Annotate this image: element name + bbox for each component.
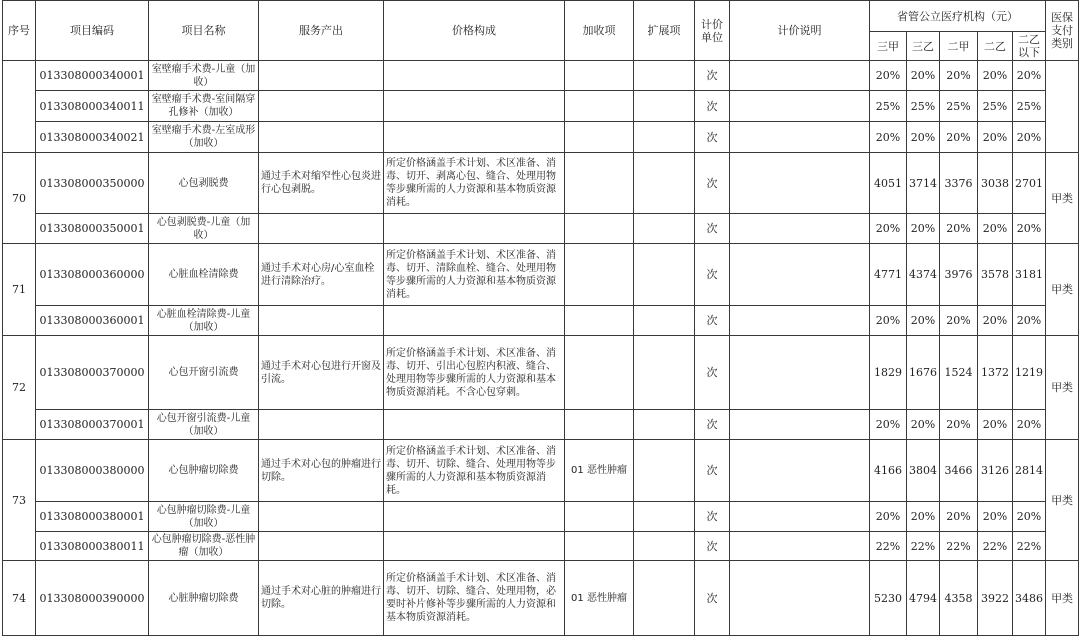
header-level: 二乙以下 bbox=[1013, 32, 1046, 61]
output-cell: 通过手术对心房/心室血栓进行清除治疗。 bbox=[259, 244, 384, 306]
price-cell: 20% bbox=[940, 410, 978, 440]
price-cell: 20% bbox=[870, 410, 907, 440]
composition-cell bbox=[384, 91, 565, 122]
price-cell: 22% bbox=[870, 532, 907, 561]
surcharge-cell bbox=[565, 122, 634, 153]
extension-cell bbox=[634, 410, 695, 440]
note-cell bbox=[730, 91, 870, 122]
extension-cell bbox=[634, 561, 695, 636]
price-cell: 20% bbox=[940, 306, 978, 336]
seq-cell: 70 bbox=[3, 153, 36, 244]
seq-cell: 73 bbox=[3, 440, 36, 561]
price-cell: 3976 bbox=[940, 244, 978, 306]
name-cell: 心包肿瘤切除费 bbox=[149, 440, 259, 502]
price-cell: 20% bbox=[870, 306, 907, 336]
surcharge-cell bbox=[565, 532, 634, 561]
price-cell: 3922 bbox=[978, 561, 1013, 636]
header-surcharge: 加收项 bbox=[565, 1, 634, 61]
price-cell: 1372 bbox=[978, 336, 1013, 410]
header-composition: 价格构成 bbox=[384, 1, 565, 61]
note-cell bbox=[730, 502, 870, 532]
extension-cell bbox=[634, 122, 695, 153]
composition-cell bbox=[384, 122, 565, 153]
price-cell: 25% bbox=[978, 91, 1013, 122]
price-cell: 5230 bbox=[870, 561, 907, 636]
extension-cell bbox=[634, 502, 695, 532]
header-code: 项目编码 bbox=[36, 1, 149, 61]
seq-cell: 74 bbox=[3, 561, 36, 636]
table-row bbox=[3, 561, 1079, 636]
unit-cell: 次 bbox=[695, 214, 730, 244]
price-cell: 3466 bbox=[940, 440, 978, 502]
output-cell bbox=[259, 61, 384, 91]
output-cell bbox=[259, 214, 384, 244]
price-cell: 25% bbox=[870, 91, 907, 122]
unit-cell: 次 bbox=[695, 61, 730, 91]
code-cell: 013308000340011 bbox=[36, 91, 149, 122]
insurance-cell: 甲类 bbox=[1046, 153, 1079, 244]
price-cell: 20% bbox=[870, 122, 907, 153]
name-cell: 室壁瘤手术费-室间隔穿孔修补（加收） bbox=[149, 91, 259, 122]
insurance-cell: 甲类 bbox=[1046, 336, 1079, 440]
price-cell: 22% bbox=[907, 532, 940, 561]
code-cell: 013308000360000 bbox=[36, 244, 149, 306]
name-cell: 心脏血栓清除费-儿童（加收） bbox=[149, 306, 259, 336]
price-cell: 20% bbox=[1013, 61, 1046, 91]
extension-cell bbox=[634, 440, 695, 502]
price-cell: 20% bbox=[978, 61, 1013, 91]
code-cell: 013308000380000 bbox=[36, 440, 149, 502]
extension-cell bbox=[634, 214, 695, 244]
header-org-group: 省管公立医疗机构（元） bbox=[870, 1, 1046, 32]
composition-cell: 所定价格涵盖手术计划、术区准备、消毒、切开、切除、缝合、处理用物，必要时补片修补等步骤所需的人力资源和基本物质资源消耗。 bbox=[384, 561, 565, 636]
note-cell bbox=[730, 336, 870, 410]
price-cell: 3578 bbox=[978, 244, 1013, 306]
unit-cell: 次 bbox=[695, 410, 730, 440]
table-body bbox=[3, 61, 1079, 636]
price-cell: 20% bbox=[1013, 502, 1046, 532]
insurance-cell bbox=[1046, 61, 1079, 153]
table-row bbox=[3, 244, 1079, 306]
note-cell bbox=[730, 61, 870, 91]
code-cell: 013308000350000 bbox=[36, 153, 149, 214]
price-cell: 3804 bbox=[907, 440, 940, 502]
composition-cell bbox=[384, 214, 565, 244]
composition-cell: 所定价格涵盖手术计划、术区准备、消毒、切开、引出心包腔内积液、缝合、处理用物等步骤所需的人力资源和基本物质资源消耗。不含心包穿刺。 bbox=[384, 336, 565, 410]
table-row bbox=[3, 61, 1079, 91]
output-cell: 通过手术对心包进行开窗及引流。 bbox=[259, 336, 384, 410]
surcharge-cell bbox=[565, 410, 634, 440]
code-cell: 013308000380001 bbox=[36, 502, 149, 532]
price-cell: 20% bbox=[907, 214, 940, 244]
price-cell: 20% bbox=[870, 502, 907, 532]
price-cell: 20% bbox=[940, 122, 978, 153]
code-cell: 013308000390000 bbox=[36, 561, 149, 636]
surcharge-cell: 01 恶性肿瘤 bbox=[565, 440, 634, 502]
price-cell: 20% bbox=[870, 61, 907, 91]
composition-cell: 所定价格涵盖手术计划、术区准备、消毒、切开、切除、缝合、处理用物等步骤所需的人力资源和基本物质资源消耗。 bbox=[384, 440, 565, 502]
seq-cell: 72 bbox=[3, 336, 36, 440]
price-cell: 1829 bbox=[870, 336, 907, 410]
output-cell bbox=[259, 532, 384, 561]
price-cell: 20% bbox=[978, 502, 1013, 532]
price-cell: 3714 bbox=[907, 153, 940, 214]
unit-cell: 次 bbox=[695, 532, 730, 561]
price-cell: 20% bbox=[907, 410, 940, 440]
header-note: 计价说明 bbox=[730, 1, 870, 61]
name-cell: 室壁瘤手术费-儿童（加收） bbox=[149, 61, 259, 91]
surcharge-cell bbox=[565, 244, 634, 306]
price-cell: 1524 bbox=[940, 336, 978, 410]
table-header bbox=[3, 1, 1079, 61]
seq-cell bbox=[3, 61, 36, 153]
composition-cell bbox=[384, 306, 565, 336]
price-cell: 20% bbox=[907, 122, 940, 153]
price-cell: 20% bbox=[978, 306, 1013, 336]
name-cell: 心包开窗引流费-儿童（加收） bbox=[149, 410, 259, 440]
code-cell: 013308000380011 bbox=[36, 532, 149, 561]
table-row bbox=[3, 153, 1079, 214]
note-cell bbox=[730, 214, 870, 244]
price-cell: 22% bbox=[978, 532, 1013, 561]
name-cell: 心包肿瘤切除费-儿童（加收） bbox=[149, 502, 259, 532]
price-cell: 25% bbox=[907, 91, 940, 122]
insurance-cell: 甲类 bbox=[1046, 561, 1079, 636]
price-cell: 22% bbox=[1013, 532, 1046, 561]
surcharge-cell: 01 恶性肿瘤 bbox=[565, 561, 634, 636]
unit-cell: 次 bbox=[695, 91, 730, 122]
unit-cell: 次 bbox=[695, 122, 730, 153]
composition-cell: 所定价格涵盖手术计划、术区准备、消毒、切开、清除血栓、缝合、处理用物等步骤所需的人力资源和基本物质资源消耗。 bbox=[384, 244, 565, 306]
table-row bbox=[3, 336, 1079, 410]
output-cell: 通过手术对心脏的肿瘤进行切除。 bbox=[259, 561, 384, 636]
insurance-cell: 甲类 bbox=[1046, 244, 1079, 336]
output-cell: 通过手术对心包的肿瘤进行切除。 bbox=[259, 440, 384, 502]
unit-cell: 次 bbox=[695, 440, 730, 502]
surcharge-cell bbox=[565, 306, 634, 336]
price-cell: 20% bbox=[1013, 214, 1046, 244]
price-cell: 1676 bbox=[907, 336, 940, 410]
header-seq: 序号 bbox=[3, 1, 36, 61]
composition-cell bbox=[384, 61, 565, 91]
table-row bbox=[3, 502, 1079, 532]
extension-cell bbox=[634, 306, 695, 336]
table-row bbox=[3, 306, 1079, 336]
unit-cell: 次 bbox=[695, 561, 730, 636]
output-cell bbox=[259, 306, 384, 336]
price-cell: 3486 bbox=[1013, 561, 1046, 636]
composition-cell bbox=[384, 532, 565, 561]
price-cell: 20% bbox=[907, 502, 940, 532]
price-cell: 4051 bbox=[870, 153, 907, 214]
note-cell bbox=[730, 153, 870, 214]
name-cell: 心包剥脱费 bbox=[149, 153, 259, 214]
price-cell: 20% bbox=[940, 61, 978, 91]
table-row bbox=[3, 410, 1079, 440]
code-cell: 013308000340021 bbox=[36, 122, 149, 153]
price-cell: 20% bbox=[870, 214, 907, 244]
extension-cell bbox=[634, 91, 695, 122]
price-cell: 20% bbox=[1013, 410, 1046, 440]
header-insurance: 医保支付类别 bbox=[1046, 1, 1079, 61]
note-cell bbox=[730, 532, 870, 561]
unit-cell: 次 bbox=[695, 244, 730, 306]
header-output: 服务产出 bbox=[259, 1, 384, 61]
output-cell bbox=[259, 502, 384, 532]
note-cell bbox=[730, 122, 870, 153]
insurance-cell: 甲类 bbox=[1046, 440, 1079, 561]
price-cell: 20% bbox=[978, 122, 1013, 153]
price-cell: 20% bbox=[940, 214, 978, 244]
table-row bbox=[3, 91, 1079, 122]
surcharge-cell bbox=[565, 502, 634, 532]
surcharge-cell bbox=[565, 91, 634, 122]
note-cell bbox=[730, 561, 870, 636]
code-cell: 013308000350001 bbox=[36, 214, 149, 244]
price-cell: 20% bbox=[940, 502, 978, 532]
table-row bbox=[3, 532, 1079, 561]
price-cell: 2814 bbox=[1013, 440, 1046, 502]
price-cell: 3038 bbox=[978, 153, 1013, 214]
price-cell: 20% bbox=[978, 214, 1013, 244]
surcharge-cell bbox=[565, 61, 634, 91]
price-cell: 1219 bbox=[1013, 336, 1046, 410]
price-cell: 22% bbox=[940, 532, 978, 561]
composition-cell bbox=[384, 502, 565, 532]
header-extension: 扩展项 bbox=[634, 1, 695, 61]
output-cell bbox=[259, 410, 384, 440]
table-row bbox=[3, 440, 1079, 502]
composition-cell: 所定价格涵盖手术计划、术区准备、消毒、切开、剥离心包、缝合、处理用物等步骤所需的人力资源和基本物质资源消耗。 bbox=[384, 153, 565, 214]
note-cell bbox=[730, 306, 870, 336]
price-table bbox=[2, 0, 1079, 636]
extension-cell bbox=[634, 153, 695, 214]
name-cell: 心包剥脱费-儿童（加收） bbox=[149, 214, 259, 244]
code-cell: 013308000340001 bbox=[36, 61, 149, 91]
price-cell: 4358 bbox=[940, 561, 978, 636]
surcharge-cell bbox=[565, 336, 634, 410]
price-cell: 20% bbox=[978, 410, 1013, 440]
table-row bbox=[3, 122, 1079, 153]
price-cell: 20% bbox=[1013, 306, 1046, 336]
extension-cell bbox=[634, 336, 695, 410]
composition-cell bbox=[384, 410, 565, 440]
name-cell: 心包开窗引流费 bbox=[149, 336, 259, 410]
output-cell: 通过手术对缩窄性心包炎进行心包剥脱。 bbox=[259, 153, 384, 214]
price-cell: 4794 bbox=[907, 561, 940, 636]
price-cell: 20% bbox=[907, 61, 940, 91]
unit-cell: 次 bbox=[695, 502, 730, 532]
code-cell: 013308000360001 bbox=[36, 306, 149, 336]
header-level: 二乙 bbox=[978, 32, 1013, 61]
extension-cell bbox=[634, 244, 695, 306]
price-cell: 25% bbox=[1013, 91, 1046, 122]
table-row bbox=[3, 214, 1079, 244]
price-cell: 3181 bbox=[1013, 244, 1046, 306]
unit-cell: 次 bbox=[695, 336, 730, 410]
header-unit: 计价单位 bbox=[695, 1, 730, 61]
price-cell: 25% bbox=[940, 91, 978, 122]
note-cell bbox=[730, 440, 870, 502]
output-cell bbox=[259, 122, 384, 153]
seq-cell: 71 bbox=[3, 244, 36, 336]
price-cell: 20% bbox=[1013, 122, 1046, 153]
price-cell: 4374 bbox=[907, 244, 940, 306]
header-level: 三甲 bbox=[870, 32, 907, 61]
name-cell: 室壁瘤手术费-左室成形（加收） bbox=[149, 122, 259, 153]
price-cell: 4771 bbox=[870, 244, 907, 306]
name-cell: 心脏肿瘤切除费 bbox=[149, 561, 259, 636]
price-cell: 2701 bbox=[1013, 153, 1046, 214]
name-cell: 心脏血栓清除费 bbox=[149, 244, 259, 306]
header-level: 二甲 bbox=[940, 32, 978, 61]
header-name: 项目名称 bbox=[149, 1, 259, 61]
header-level: 三乙 bbox=[907, 32, 940, 61]
price-cell: 4166 bbox=[870, 440, 907, 502]
name-cell: 心包肿瘤切除费-恶性肿瘤（加收） bbox=[149, 532, 259, 561]
code-cell: 013308000370001 bbox=[36, 410, 149, 440]
note-cell bbox=[730, 410, 870, 440]
unit-cell: 次 bbox=[695, 306, 730, 336]
surcharge-cell bbox=[565, 214, 634, 244]
unit-cell: 次 bbox=[695, 153, 730, 214]
note-cell bbox=[730, 244, 870, 306]
price-cell: 20% bbox=[907, 306, 940, 336]
price-cell: 3376 bbox=[940, 153, 978, 214]
code-cell: 013308000370000 bbox=[36, 336, 149, 410]
output-cell bbox=[259, 91, 384, 122]
extension-cell bbox=[634, 61, 695, 91]
extension-cell bbox=[634, 532, 695, 561]
surcharge-cell bbox=[565, 153, 634, 214]
price-cell: 3126 bbox=[978, 440, 1013, 502]
